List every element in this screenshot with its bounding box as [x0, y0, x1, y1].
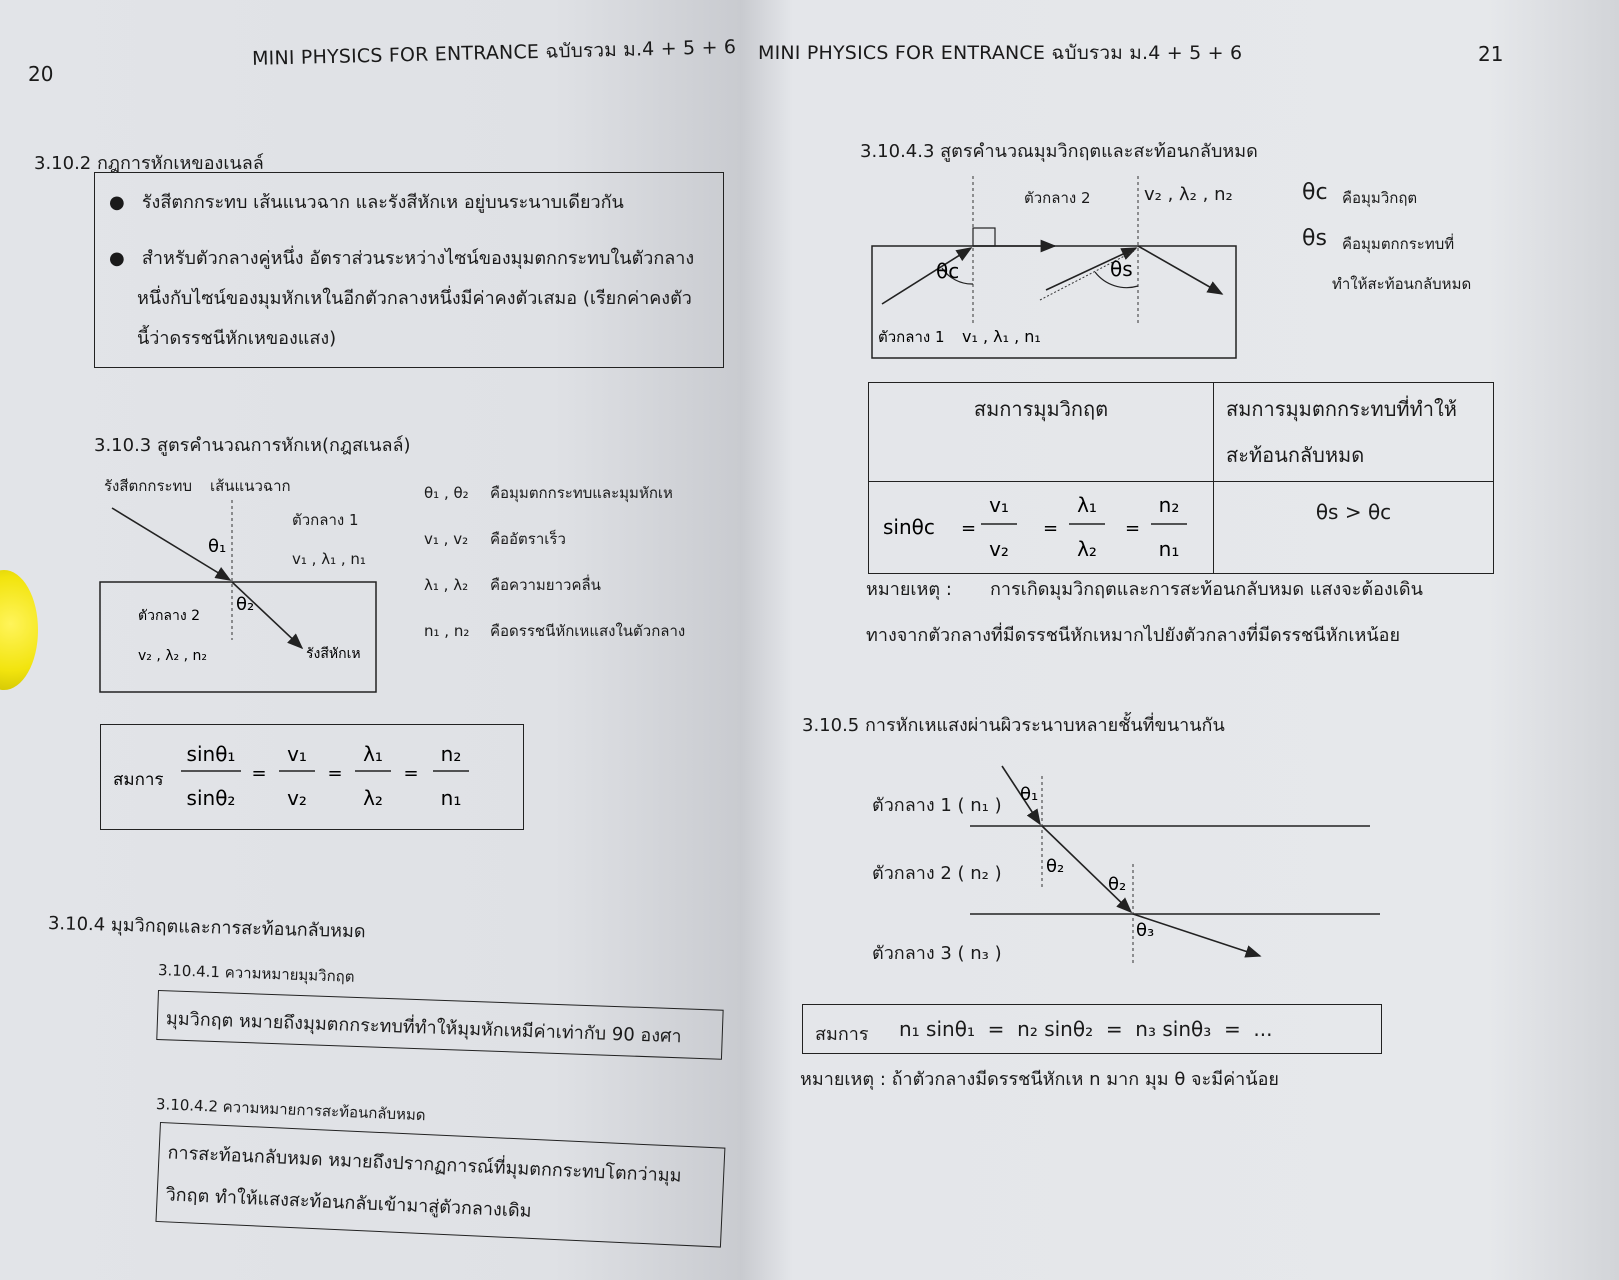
legend-row	[424, 470, 724, 516]
eq-f3-num: n₂	[1158, 493, 1180, 517]
bullet-2: ● สำหรับตัวกลางคู่หนึ่ง อัตราส่วนระหว่างไซน์ของมุมตกกระทบในตัวกลาง	[109, 248, 695, 269]
legend-desc: คือความยาวคลื่น	[490, 576, 601, 594]
eq-a-den: sinθ₂	[186, 786, 236, 810]
note-line-1: การเกิดมุมวิกฤตและการสะท้อนกลับหมด แสงจะต้องเดิน	[990, 579, 1423, 600]
left-page	[0, 0, 740, 1280]
legend-symbol: v₁ , v₂	[424, 530, 469, 548]
critical-angle-definition: มุมวิกฤต หมายถึงมุมตกกระทบที่ทำให้มุมหักเหมีค่าเท่ากับ 90 องศา	[165, 1008, 682, 1048]
equation-label: สมการ	[815, 1024, 869, 1045]
table-header-line-2: สะท้อนกลับหมด	[1226, 443, 1365, 467]
eq-sign: =	[1125, 518, 1141, 539]
medium-2-label: ตัวกลาง 2	[138, 608, 201, 624]
critical-angle-table	[868, 382, 1494, 574]
total-reflection-definition-box	[155, 1122, 725, 1248]
theta-s-label: θs	[1110, 257, 1133, 281]
eq-f3-den: n₁	[1158, 537, 1180, 561]
medium-2-vars: v₂ , λ₂ , n₂	[138, 648, 207, 664]
theta-3-label: θ₃	[1136, 920, 1155, 941]
subsection-heading-3-10-4-2: 3.10.4.2 ความหมายการสะท้อนกลับหมด	[155, 1095, 426, 1125]
snell-legend	[424, 470, 724, 654]
running-header: MINI PHYSICS FOR ENTRANCE ฉบับรวม ม.4 + 5 + 6	[758, 42, 1243, 64]
eq-c-num: λ₁	[363, 742, 383, 766]
legend-row	[424, 516, 724, 562]
table-header-total-reflection	[1214, 383, 1494, 482]
theta-s-symbol: θs	[1302, 226, 1327, 251]
legend-row	[424, 562, 724, 608]
section-heading-3-10-4-3: 3.10.4.3 สูตรคำนวณมุมวิกฤตและสะท้อนกลับหมด	[860, 141, 1258, 162]
snell-equation-box	[100, 724, 524, 830]
eq-sign: =	[327, 763, 343, 784]
theta-2-label: θ₂	[236, 594, 255, 615]
multilayer-equation: n₁ sinθ₁ = n₂ sinθ₂ = n₃ sinθ₃ = ...	[899, 1017, 1273, 1041]
legend-desc: คืออัตราเร็ว	[490, 530, 566, 548]
refracted-ray	[232, 582, 302, 648]
snell-equation	[101, 725, 525, 831]
note-label: หมายเหตุ :	[866, 579, 952, 600]
snell-law-box	[94, 172, 724, 368]
snell-refraction-diagram	[96, 500, 386, 700]
total-reflection-line-1: การสะท้อนกลับหมด หมายถึงปรากฏการณ์ที่มุมตกกระทบโตกว่ามุม	[167, 1142, 682, 1187]
bullet-2-line-2: หนึ่งกับไซน์ของมุมหักเหในอีกตัวกลางหนึ่งมีค่าคงตัวเสมอ (เรียกค่าคงตัว	[137, 288, 692, 309]
theta-1-label: θ₁	[208, 536, 227, 557]
eq-lhs: sinθc	[883, 515, 935, 539]
eq-b-den: v₂	[287, 786, 307, 810]
bullet-2-line-1: สำหรับตัวกลางคู่หนึ่ง อัตราส่วนระหว่างไซน์ของมุมตกกระทบในตัวกลาง	[141, 248, 695, 269]
theta-s-description-1: คือมุมตกกระทบที่	[1342, 235, 1455, 253]
theta-s-description-2: ทำให้สะท้อนกลับหมด	[1332, 275, 1472, 293]
theta-c-symbol: θc	[1302, 180, 1328, 205]
bullet-1: ● รังสีตกกระทบ เส้นแนวฉาก และรังสีหักเห อยู่บนระนาบเดียวกัน	[109, 192, 624, 213]
medium-1-vars: v₁ , λ₁ , n₁	[962, 327, 1041, 346]
yellow-clip	[0, 570, 38, 690]
right-page	[740, 0, 1619, 1280]
legend-row	[424, 608, 724, 654]
refracted-ray-label: รังสีหักเห	[306, 646, 361, 662]
medium-3-label: ตัวกลาง 3 ( n₃ )	[872, 943, 1002, 964]
eq-d-num: n₂	[440, 742, 462, 766]
eq-a-num: sinθ₁	[186, 742, 236, 766]
multilayer-note: หมายเหตุ : ถ้าตัวกลางมีดรรชนีหักเห n มาก มุม θ จะมีค่าน้อย	[800, 1069, 1279, 1090]
theta-c-label: θc	[936, 259, 960, 283]
legend-desc: คือมุมตกกระทบและมุมหักเห	[490, 484, 673, 502]
page-number: 21	[1478, 42, 1504, 66]
eq-sign: =	[251, 763, 267, 784]
section-heading-3-10-5: 3.10.5 การหักเหแสงผ่านผิวระนาบหลายชั้นที่ขนานกัน	[802, 715, 1225, 736]
legend-desc: คือดรรชนีหักเหแสงในตัวกลาง	[490, 622, 686, 640]
section-heading-3-10-4: 3.10.4 มุมวิกฤตและการสะท้อนกลับหมด	[47, 913, 366, 943]
medium-1-label: ตัวกลาง 1 ( n₁ )	[872, 795, 1002, 816]
running-header: MINI PHYSICS FOR ENTRANCE ฉบับรวม ม.4 + 5 + 6	[251, 36, 737, 70]
eq-sign: =	[961, 518, 977, 539]
reflected-ray	[1138, 246, 1222, 294]
subsection-heading-3-10-4-1: 3.10.4.1 ความหมายมุมวิกฤต	[157, 961, 355, 986]
note-line-2: ทางจากตัวกลางที่มีดรรชนีหักเหมากไปยังตัวกลางที่มีดรรชนีหักเหน้อย	[866, 625, 1401, 646]
medium-2-label: ตัวกลาง 2 ( n₂ )	[872, 863, 1002, 884]
table-header-line-1: สมการมุมตกกระทบที่ทำให้	[1226, 397, 1457, 421]
eq-b-num: v₁	[287, 742, 307, 766]
critical-angle-equation	[869, 482, 1209, 568]
theta-2-label-lower: θ₂	[1108, 874, 1127, 895]
critical-angle-equation-cell	[869, 482, 1214, 574]
table-header-critical: สมการมุมวิกฤต	[869, 383, 1214, 482]
eq-c-den: λ₂	[363, 786, 383, 810]
incident-ray-label: รังสีตกกระทบ	[104, 477, 192, 495]
critical-angle-definition-box	[156, 990, 723, 1060]
eq-sign: =	[403, 763, 419, 784]
theta-1-label: θ₁	[1020, 784, 1039, 805]
normal-line-label: เส้นแนวฉาก	[210, 477, 291, 495]
bullet-1-text: รังสีตกกระทบ เส้นแนวฉาก และรังสีหักเห อยู่บนระนาบเดียวกัน	[141, 192, 624, 213]
medium-1-label: ตัวกลาง 1	[292, 511, 359, 529]
eq-f1-num: v₁	[989, 493, 1009, 517]
page-number: 20	[28, 62, 54, 86]
section-heading-3-10-2: 3.10.2 กฎการหักเหของเนลล์	[34, 153, 264, 174]
multilayer-equation-box	[802, 1004, 1382, 1054]
eq-f2-num: λ₁	[1077, 493, 1097, 517]
right-angle-mark	[973, 228, 995, 246]
eq-d-den: n₁	[440, 786, 462, 810]
theta-c-description: คือมุมวิกฤต	[1342, 189, 1418, 207]
total-reflection-line-2: วิกฤต ทำให้แสงสะท้อนกลับเข้ามาสู่ตัวกลางเดิม	[165, 1184, 532, 1222]
legend-symbol: λ₁ , λ₂	[424, 576, 469, 594]
medium-2-label: ตัวกลาง 2	[1024, 189, 1091, 207]
bullet-2-line-3: นี้ว่าดรรชนีหักเหของแสง)	[137, 328, 337, 349]
medium-2-vars: v₂ , λ₂ , n₂	[1144, 184, 1233, 205]
legend-symbol: θ₁ , θ₂	[424, 484, 469, 502]
section-heading-3-10-3: 3.10.3 สูตรคำนวณการหักเห(กฎสเนลล์)	[94, 435, 411, 456]
total-reflection-condition: θs > θc	[1214, 482, 1494, 574]
medium-1-vars: v₁ , λ₁ , n₁	[292, 550, 366, 568]
medium-1-label: ตัวกลาง 1	[878, 328, 945, 346]
equation-label: สมการ	[113, 770, 164, 790]
eq-f1-den: v₂	[989, 537, 1009, 561]
legend-symbol: n₁ , n₂	[424, 622, 470, 640]
eq-f2-den: λ₂	[1077, 537, 1097, 561]
theta-2-label: θ₂	[1046, 856, 1065, 877]
eq-sign: =	[1043, 518, 1059, 539]
